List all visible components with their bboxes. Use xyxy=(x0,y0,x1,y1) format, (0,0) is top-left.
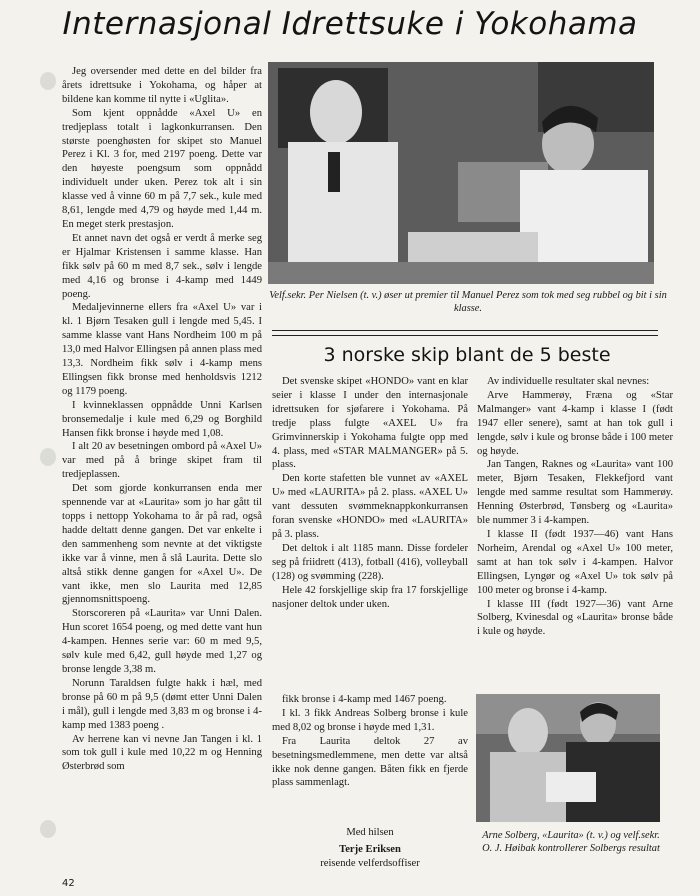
paragraph: Fra Laurita deltok 27 av besetningsmedlemmene, men dette var altså ikke nok denne gangen. Båten fikk en fjerde plass sammenlagt. xyxy=(272,735,468,789)
signature-title: reisende velferdsoffiser xyxy=(320,858,420,869)
paragraph: I klasse III (født 1927—36) vant Arne Solberg, Kvinesdal og «Laurita» bronse både i kule og høyde. xyxy=(477,598,673,638)
paragraph: fikk bronse i 4-kamp med 1467 poeng. xyxy=(282,694,447,705)
divider xyxy=(272,330,658,331)
paragraph: Det som gjorde konkurransen enda mer spennende var at «Laurita» som jo har gått til topps i nettopp Yokohama to år på rad, også hadde deltatt denne gangen. Det var enkelte i den sammenheng som nevnte at det viktigste ikke var å vinne, men å slå Laurita. Dette slo altså stikk denne gangen for «Axel U». De vant ikke, men slo Laurita med 12,85 gjennomsnittspoeng. xyxy=(62,483,262,606)
paragraph: Norunn Taraldsen fulgte hakk i hæl, med bronse på 60 m på 9,5 (dømt etter Unni Dalen i mål), gull i lengde med 3,83 m og bronse i 4-kamp med 1383 poeng . xyxy=(62,677,262,731)
paragraph: I kvinneklassen oppnådde Unni Karlsen bronsemedalje i kule med 6,29 og Borghild Hansen fikk bronse i høyde med 1,08. xyxy=(62,399,262,439)
photo-placeholder-graphic xyxy=(476,694,660,822)
page-number: 42 xyxy=(62,878,75,889)
paragraph: Storscoreren på «Laurita» var Unni Dalen. Hun scoret 1654 poeng, og med dette vant hun 4-kampen. Hennes serie var: 60 m med 9,5, sølv kule med 6,42, gull høyde med 1,27 og bronse lengde 3,38 m. xyxy=(62,608,262,675)
paragraph: I alt 20 av besetningen ombord på «Axel U» var med på å bringe skipet fram til tredjeplassen. xyxy=(62,441,262,481)
paragraph: Som kjent oppnådde «Axel U» en tredjeplass totalt i lagkonkurransen. Den største poenghøsten for skipet sto Manuel Perez i Kl. 3 for, med 2197 poeng. Dette var den høyeste poengsum som oppnådd individuelt under uken. Perez tok alt i sin klasse ved å vinne 60 m på 7,7 sek., kule med 8,61, lengde med 4,79 og høyde med 1,44 m. En meget sterk prestasjon. xyxy=(62,107,262,230)
photo-prize-ceremony xyxy=(268,62,654,284)
paragraph: Medaljevinnerne ellers fra «Axel U» var i kl. 1 Bjørn Tesaken gull i lengde med 5,45. I samme klasse vant Hans Nordheim 100 m på 13,0 med Halvor Ellingsen på annen plass med 13,3. Nordheim fikk sølv i 4-kamp mens Ellingsen fikk bronse med henholdsvis 1212 og 1179 poeng. xyxy=(62,302,262,397)
photo-solberg-result xyxy=(476,694,660,822)
punch-hole xyxy=(40,448,56,466)
page-headline: Internasjonal Idrettsuke i Yokohama xyxy=(62,6,638,42)
paragraph: Det deltok i alt 1185 mann. Disse fordeler seg på friidrett (413), fotball (416), volleyball (128) og svømming (228). xyxy=(272,542,468,582)
paragraph: Arve Hammerøy, Fræna og «Star Malmanger» vant 4-kamp i klasse I (født 1947 eller senere), samt at han tok gull i lengde, sølv i kule og bronse både i 100 meter og høyde. xyxy=(477,389,673,457)
paragraph: Jan Tangen, Raknes og «Laurita» vant 100 meter, Bjørn Tesaken, Flekkefjord vant lengde med samme resultat som Hammerøy. Henning Østerbrød, Tønsberg og «Laurita» ble nummer 3 i 4-kampen. xyxy=(477,459,673,527)
photo-caption: Velf.sekr. Per Nielsen (t. v.) øser ut premier til Manuel Perez som tok med seg rubbel og bit i sin klasse. xyxy=(269,290,667,314)
paragraph: Et annet navn det også er verdt å merke seg er Hjalmar Kristensen i samme klasse. Han fikk sølv på 60 m med 8,7 sek., sølv i lengde med 4,16 og bronse i 4-kamp med 1449 poeng. xyxy=(62,232,262,300)
paragraph: Det svenske skipet «HONDO» vant en klar seier i klasse I under den internasjonale idrettsuken for sjøfarere i Yokohama. På tredje plass fulgte «AXEL U» fra Grimvinnerskip i Yokohama fulgte opp med 4. plass, med «STAR MALMANGER» på 5. plass. xyxy=(272,376,468,471)
bottom-column xyxy=(272,693,468,790)
paragraph: Jeg oversender med dette en del bilder fra årets idrettsuke i Yokohama, og håper at bildene kan komme til nytte i «Uglita». xyxy=(62,66,262,105)
signature-greeting: Med hilsen xyxy=(346,827,394,838)
photo-placeholder-graphic xyxy=(268,62,654,284)
section-heading: 3 norske skip blant de 5 beste xyxy=(323,344,611,366)
divider xyxy=(272,335,658,336)
photo-caption: Arne Solberg, «Laurita» (t. v.) og velf.sekr. O. J. Høibak kontrollerer Solbergs resultat xyxy=(482,830,660,854)
left-column xyxy=(62,65,262,774)
paragraph: Den korte stafetten ble vunnet av «AXEL U» med «LAURITA» på 2. plass. «AXEL U» vant dessuten svømmeknappkonkurransen foran svenske «HONDO» med «LAURITA» på 3. plass. xyxy=(272,473,468,540)
middle-column xyxy=(272,375,468,611)
paragraph: I kl. 3 fikk Andreas Solberg bronse i kule med 8,02 og bronse i høyde med 1,31. xyxy=(272,707,468,733)
paragraph: Av individuelle resultater skal nevnes: xyxy=(487,376,650,387)
right-column xyxy=(477,375,673,639)
paragraph: I klasse II (født 1937—46) vant Hans Norheim, Arendal og «Axel U» 100 meter, samt at han tok sølv i 4-kampen. Halvor Ellingsen, Lyngør og «Axel U» tok sølv på 100 meter og bronse i 4-kamp. xyxy=(477,528,673,596)
punch-hole xyxy=(40,72,56,90)
signature-name: Terje Eriksen xyxy=(339,844,401,855)
paragraph: Hele 42 forskjellige skip fra 17 forskjellige nasjoner deltok under uken. xyxy=(272,584,468,610)
paragraph: Av herrene kan vi nevne Jan Tangen i kl. 1 som tok gull i kule med 10,22 m og Henning Østerbrød som xyxy=(62,733,262,773)
punch-hole xyxy=(40,820,56,838)
